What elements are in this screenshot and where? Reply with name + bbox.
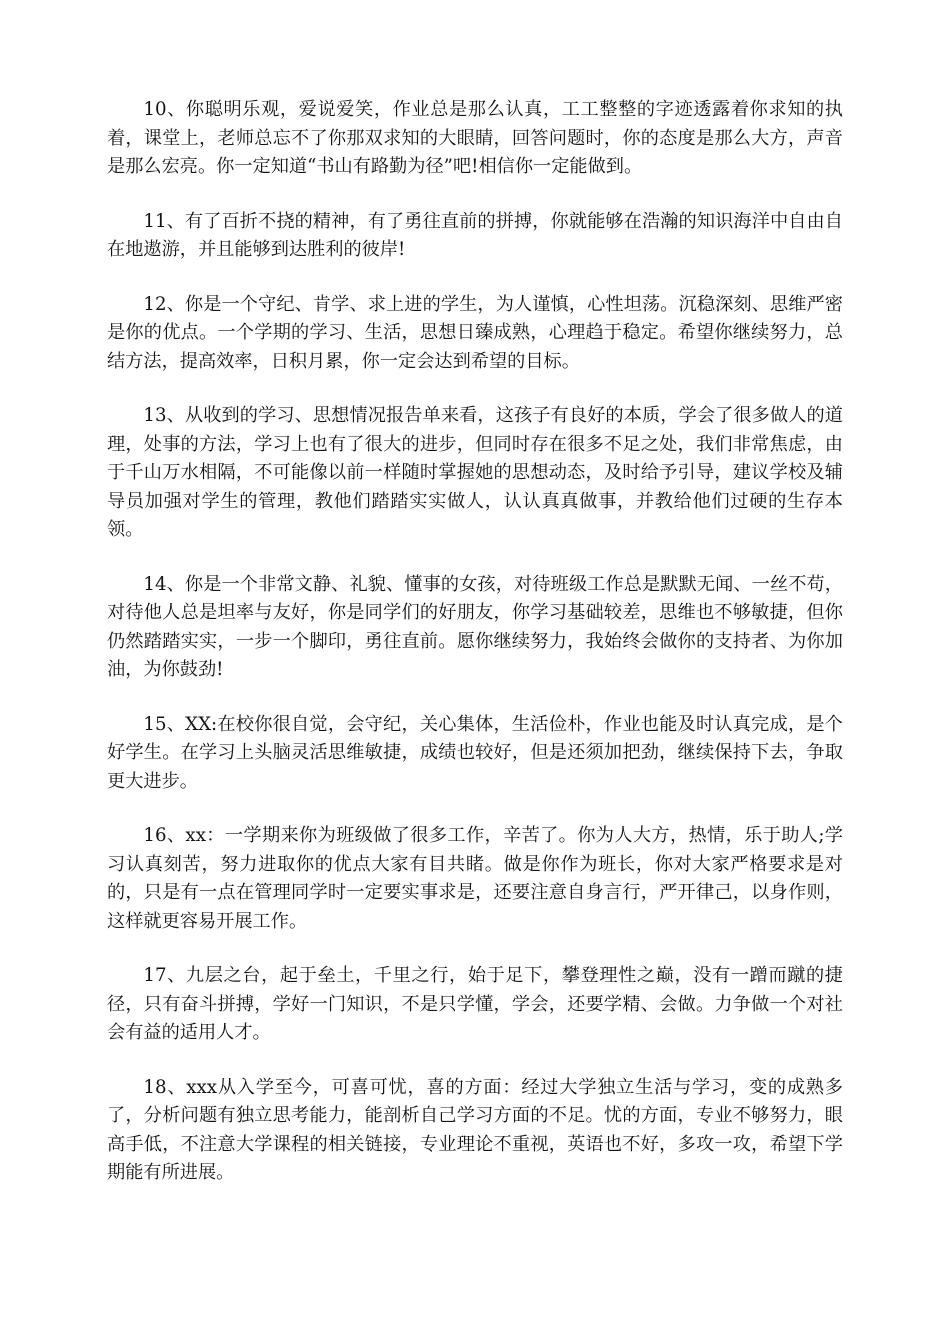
document-body — [107, 96, 843, 1214]
paragraph-12: 12、你是一个守纪、肯学、求上进的学生，为人谨慎，心性坦荡。沉稳深刻、思维严密是你的优点。一个学期的学习、生活，思想日臻成熟，心理趋于稳定。希望你继续努力，总结方法，提高效率，日积月累，你一定会达到希望的目标。 — [107, 293, 843, 372]
paragraph-17: 17、九层之台，起于垒土，千里之行，始于足下，攀登理性之巅，没有一蹭而蹴的捷径，只有奋斗拼搏，学好一门知识，不是只学懂，学会，还要学精、会做。力争做一个对社会有益的适用人才。 — [107, 965, 843, 1043]
paragraph-13: 13、从收到的学习、思想情况报告单来看，这孩子有良好的本质，学会了很多做人的道理，处事的方法，学习上也有了很大的进步，但同时存在很多不足之处，我们非常焦虑，由于千山万水相隔，不可能像以前一样随时掌握她的思想动态，及时给予引导，建议学校及辅导员加强对学生的管理，教他们踏踏实实做人，认认真真做事，并教给他们过硬的生存本领。 — [107, 405, 843, 540]
paragraph-14: 14、你是一个非常文静、礼貌、懂事的女孩，对待班级工作总是默默无闻、一丝不苟，对待他人总是坦率与友好，你是同学们的好朋友，你学习基础较差，思维也不够敏捷，但你仍然踏踏实实，一步一个脚印，勇往直前。愿你继续努力，我始终会做你的支持者、为你加油，为你鼓劲! — [107, 573, 843, 680]
paragraph-15: 15、XX:在校你很自觉，会守纪，关心集体，生活俭朴，作业也能及时认真完成，是个好学生。在学习上头脑灵活思维敏捷，成绩也较好，但是还须加把劲，继续保持下去，争取更大进步。 — [107, 713, 843, 792]
paragraph-16: 16、xx：一学期来你为班级做了很多工作，辛苦了。你为人大方，热情，乐于助人;学习认真刻苦，努力进取你的优点大家有目共睹。做是你作为班长，你对大家严格要求是对的，只是有一点在管理同学时一定要实事求是，还要注意自身言行，严开律己，以身作则，这样就更容易开展工作。 — [107, 825, 843, 932]
paragraph-11: 11、有了百折不挠的精神，有了勇往直前的拼搏，你就能够在浩瀚的知识海洋中自由自在地遨游，并且能够到达胜利的彼岸! — [107, 210, 843, 260]
paragraph-10: 10、你聪明乐观，爱说爱笑，作业总是那么认真，工工整整的字迹透露着你求知的执着，课堂上，老师总忘不了你那双求知的大眼睛，回答问题时，你的态度是那么大方，声音是那么宏亮。你一定知道“书山有路勤为径”吧!相信你一定能做到。 — [107, 99, 843, 177]
paragraph-18: 18、xxx从入学至今，可喜可忧，喜的方面：经过大学独立生活与学习，变的成熟多了，分析问题有独立思考能力，能剖析自己学习方面的不足。忧的方面，专业不够努力，眼高手低，不注意大学课程的相关链接，专业理论不重视，英语也不好，多攻一攻，希望下学期能有所进展。 — [107, 1076, 843, 1183]
